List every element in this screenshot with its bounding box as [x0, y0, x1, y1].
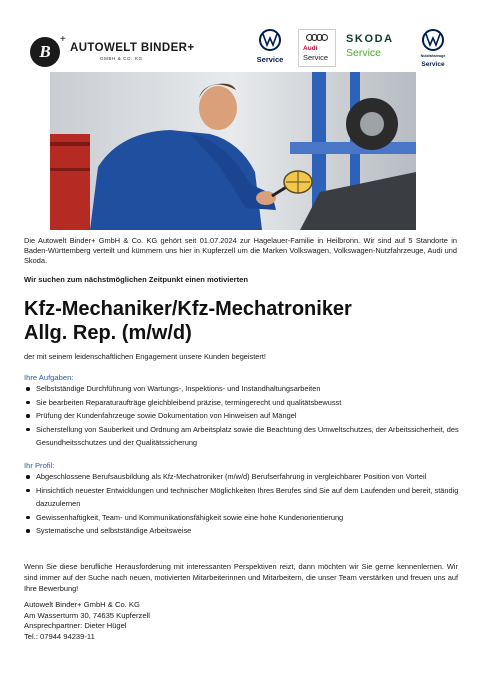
brand-name: AUTOWELT BINDER+ — [70, 42, 195, 54]
list-item: Sie bearbeiten Reparaturaufträge gleichbleibend präzise, termingerecht und qualitätsbewusst — [24, 396, 464, 410]
header — [0, 0, 480, 72]
audi-service-logo — [298, 29, 336, 67]
list-item: Selbstständige Durchführung von Wartungs-, Inspektions- und Instandhaltungsarbeiten — [24, 382, 464, 396]
list-item: Hinsichtlich neuester Entwicklungen und technischer Möglichkeiten Ihres Berufes sind Sie auf dem Laufenden und bereit, ständig dazuzulernen — [24, 484, 464, 511]
vw-nutzfahrzeuge-label: Nutzfahrzeuge — [420, 54, 446, 58]
contact-person: Ansprechpartner: Dieter Hügel — [24, 621, 127, 631]
job-title-line-1: Kfz-Mechaniker/Kfz-Mechatroniker — [24, 298, 352, 320]
list-item: Sicherstellung von Sauberkeit und Ordnung am Arbeitsplatz sowie die Beachtung des Umweltschutzes, der Arbeitssicherheit, des Gesundheitsschutzes und der Qualitätssicherung — [24, 423, 464, 450]
audi-service-label: Service — [303, 53, 329, 62]
brand-subtitle: GMBH & CO. KG — [100, 55, 143, 61]
vw-nutzfahrzeuge-logo — [416, 29, 450, 68]
list-item: Abgeschlossene Berufsausbildung als Kfz-Mechatroniker (m/w/d) Berufserfahrung in vergleichbarer Position von Vorteil — [24, 470, 464, 484]
job-title — [24, 297, 464, 345]
skoda-service-logo — [346, 33, 394, 59]
brand-mark-icon: B + — [30, 37, 60, 67]
contact-phone[interactable]: Tel.: 07944 94239-11 — [24, 631, 95, 641]
skoda-name: SKODA — [346, 33, 394, 45]
closing-paragraph: Wenn Sie diese berufliche Herausforderung mit interessanten Perspektiven reizt, dann möchten wir Sie gerne kennenlernen. Wir sind immer auf der Suche nach neuen, motivierten Mitarbeiterinnen und Mitarbeitern, die unser Team verstärken und freuen uns auf Ihre Bewerbung! — [24, 562, 458, 593]
contact-company: Autowelt Binder+ GmbH & Co. KG — [24, 600, 140, 609]
list-item: Systematische und selbstständige Arbeitsweise — [24, 524, 464, 538]
skoda-service-label: Service — [346, 47, 382, 59]
vw-nutzfahrzeuge-service-label: Service — [421, 61, 445, 68]
audi-name: Audi — [303, 45, 318, 52]
audi-rings-icon — [299, 34, 335, 41]
vw-service-logo — [253, 29, 287, 64]
list-item: Gewissenhaftigkeit, Team- und Kommunikationsfähigkeit sowie eine hohe Kundenorientierung — [24, 511, 464, 525]
tagline: der mit seinem leidenschaftlichen Engagement unsere Kunden begeistert! — [24, 352, 266, 361]
list-item: Prüfung der Kundenfahrzeuge sowie Dokumentation von Hinweisen auf Mängel — [24, 409, 464, 423]
contact-block — [24, 600, 150, 642]
vw-icon — [259, 29, 281, 51]
brand-logo — [30, 33, 195, 67]
contact-address: Am Wasserturm 30, 74635 Kupferzell — [24, 610, 150, 620]
intro-paragraph: Die Autowelt Binder+ GmbH & Co. KG gehört seit 01.07.2024 zur Hagelauer-Familie in Heilbronn. Wir sind auf 5 Standorte in Baden-Württemberg verteilt und kümmern uns hier in Kupferzell um die Marken Volkswagen, Volkswagen-Nutzfahrzeuge, Audi und Skoda. — [24, 236, 457, 265]
profile-list — [24, 470, 464, 538]
tasks-list — [24, 382, 464, 450]
search-line: Wir suchen zum nächstmöglichen Zeitpunkt einen motivierten — [24, 275, 248, 284]
mechanic-photo — [50, 72, 416, 230]
profile-heading: Ihr Profil: — [24, 461, 55, 470]
job-title-line-2: Allg. Rep. (m/w/d) — [24, 322, 192, 344]
vw-nutzfahrzeuge-icon — [422, 29, 444, 51]
tasks-heading: Ihre Aufgaben: — [24, 373, 74, 382]
vw-service-label: Service — [256, 55, 284, 64]
